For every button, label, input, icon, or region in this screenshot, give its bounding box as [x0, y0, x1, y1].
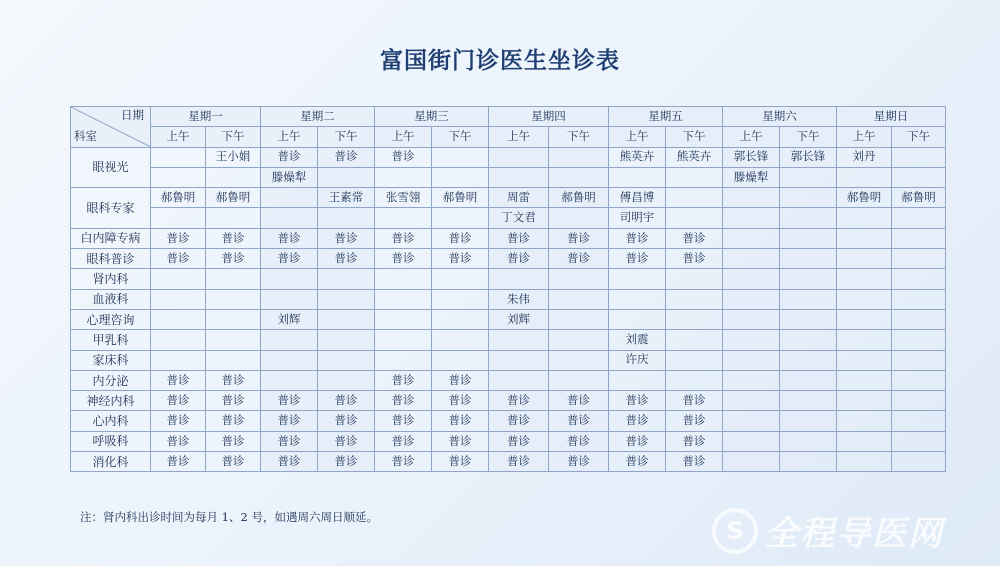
schedule-cell: 王素常: [318, 188, 375, 208]
table-row: [71, 208, 946, 228]
schedule-cell: [723, 269, 780, 289]
schedule-cell: 刘辉: [489, 309, 549, 329]
schedule-cell: [780, 391, 837, 411]
afternoon-header: 下午: [549, 127, 609, 147]
schedule-cell: [780, 452, 837, 472]
schedule-cell: [837, 309, 892, 329]
schedule-cell: 周雷: [489, 188, 549, 208]
table-row: [71, 431, 946, 451]
schedule-cell: 普诊: [206, 452, 261, 472]
schedule-cell: [666, 208, 723, 228]
schedule-cell: 普诊: [375, 391, 432, 411]
department-name: 白内障专病: [71, 228, 151, 248]
department-name: 心内科: [71, 411, 151, 431]
schedule-cell: [723, 391, 780, 411]
table-row: [71, 452, 946, 472]
schedule-cell: [549, 370, 609, 390]
schedule-cell: 普诊: [666, 228, 723, 248]
schedule-cell: [723, 249, 780, 269]
schedule-cell: 普诊: [151, 431, 206, 451]
schedule-cell: [432, 269, 489, 289]
schedule-cell: 郝鲁明: [432, 188, 489, 208]
schedule-cell: [837, 228, 892, 248]
schedule-cell: [432, 167, 489, 187]
schedule-cell: [318, 208, 375, 228]
schedule-cell: [780, 289, 837, 309]
schedule-cell: [432, 350, 489, 370]
schedule-cell: [837, 208, 892, 228]
table-row: [71, 330, 946, 350]
schedule-cell: 普诊: [318, 391, 375, 411]
schedule-cell: 普诊: [549, 411, 609, 431]
schedule-cell: [780, 208, 837, 228]
schedule-cell: [206, 330, 261, 350]
table-row: [71, 370, 946, 390]
schedule-cell: 普诊: [666, 249, 723, 269]
morning-header: 上午: [837, 127, 892, 147]
schedule-cell: [261, 269, 318, 289]
schedule-cell: [609, 289, 666, 309]
schedule-cell: 普诊: [489, 431, 549, 451]
schedule-cell: [723, 411, 780, 431]
schedule-cell: [549, 289, 609, 309]
schedule-cell: [837, 370, 892, 390]
day-header: 星期六: [723, 107, 837, 127]
schedule-cell: 普诊: [318, 147, 375, 167]
schedule-cell: [432, 208, 489, 228]
department-name: 神经内科: [71, 391, 151, 411]
schedule-cell: 普诊: [666, 391, 723, 411]
schedule-cell: [375, 350, 432, 370]
schedule-cell: 郝鲁明: [206, 188, 261, 208]
schedule-cell: [666, 188, 723, 208]
schedule-cell: 郝鲁明: [892, 188, 946, 208]
schedule-cell: [375, 330, 432, 350]
schedule-cell: [206, 269, 261, 289]
schedule-cell: 熊英卉: [609, 147, 666, 167]
schedule-cell: [375, 208, 432, 228]
schedule-cell: [318, 370, 375, 390]
morning-header: 上午: [489, 127, 549, 147]
schedule-cell: [151, 167, 206, 187]
schedule-cell: [892, 411, 946, 431]
afternoon-header: 下午: [206, 127, 261, 147]
schedule-cell: 普诊: [609, 411, 666, 431]
table-row: [71, 167, 946, 187]
schedule-cell: [432, 289, 489, 309]
schedule-cell: 郝鲁明: [151, 188, 206, 208]
schedule-cell: 熊英卉: [666, 147, 723, 167]
schedule-cell: 普诊: [375, 370, 432, 390]
schedule-cell: 普诊: [318, 249, 375, 269]
morning-header: 上午: [151, 127, 206, 147]
schedule-cell: 普诊: [318, 411, 375, 431]
day-header: 星期二: [261, 107, 375, 127]
schedule-cell: 普诊: [432, 228, 489, 248]
schedule-cell: [261, 208, 318, 228]
schedule-cell: 郭长锋: [723, 147, 780, 167]
morning-header: 上午: [261, 127, 318, 147]
schedule-cell: 普诊: [206, 411, 261, 431]
schedule-cell: [892, 269, 946, 289]
schedule-cell: [892, 330, 946, 350]
schedule-cell: [723, 452, 780, 472]
schedule-cell: [892, 391, 946, 411]
schedule-cell: [892, 431, 946, 451]
dept-axis-label: 科室: [74, 129, 97, 144]
schedule-cell: 傅昌博: [609, 188, 666, 208]
schedule-cell: [609, 370, 666, 390]
schedule-cell: 普诊: [206, 431, 261, 451]
department-name: 消化科: [71, 452, 151, 472]
schedule-cell: 丁文君: [489, 208, 549, 228]
schedule-cell: [151, 330, 206, 350]
schedule-cell: [780, 370, 837, 390]
watermark-text: 全程导医网: [764, 514, 944, 554]
schedule-cell: [261, 188, 318, 208]
schedule-cell: [837, 350, 892, 370]
schedule-cell: 滕燥犁: [261, 167, 318, 187]
schedule-cell: [892, 309, 946, 329]
schedule-cell: 普诊: [489, 452, 549, 472]
schedule-cell: [892, 147, 946, 167]
schedule-cell: [151, 269, 206, 289]
schedule-cell: 普诊: [151, 370, 206, 390]
schedule-cell: 普诊: [261, 431, 318, 451]
schedule-cell: 普诊: [151, 391, 206, 411]
schedule-cell: 普诊: [151, 452, 206, 472]
department-name: 眼科普诊: [71, 249, 151, 269]
schedule-cell: 普诊: [375, 147, 432, 167]
schedule-cell: 普诊: [375, 228, 432, 248]
schedule-cell: 普诊: [318, 452, 375, 472]
department-name: 眼科专家: [71, 188, 151, 229]
schedule-cell: [723, 350, 780, 370]
footnote: 注：肾内科出诊时间为每月 1、2 号，如遇周六周日顺延。: [80, 510, 378, 524]
morning-header: 上午: [723, 127, 780, 147]
schedule-cell: [261, 330, 318, 350]
schedule-cell: [206, 167, 261, 187]
schedule-cell: 普诊: [375, 249, 432, 269]
schedule-cell: [609, 269, 666, 289]
page-title: 富国街门诊医生坐诊表: [380, 48, 620, 74]
schedule-cell: [206, 350, 261, 370]
schedule-cell: 普诊: [261, 147, 318, 167]
schedule-cell: [206, 309, 261, 329]
schedule-cell: [892, 167, 946, 187]
schedule-cell: [151, 309, 206, 329]
department-name: 内分泌: [71, 370, 151, 390]
schedule-cell: [892, 289, 946, 309]
schedule-cell: 朱伟: [489, 289, 549, 309]
schedule-cell: [318, 330, 375, 350]
schedule-cell: [609, 309, 666, 329]
schedule-cell: [318, 309, 375, 329]
schedule-cell: 郝鲁明: [837, 188, 892, 208]
schedule-cell: 郭长锋: [780, 147, 837, 167]
schedule-cell: [206, 208, 261, 228]
schedule-cell: 司明宇: [609, 208, 666, 228]
schedule-cell: [432, 330, 489, 350]
schedule-cell: [375, 289, 432, 309]
department-name: 心理咨询: [71, 309, 151, 329]
schedule-cell: [489, 370, 549, 390]
table-row: [71, 289, 946, 309]
schedule-cell: [549, 269, 609, 289]
schedule-cell: [723, 330, 780, 350]
schedule-cell: 普诊: [549, 452, 609, 472]
afternoon-header: 下午: [666, 127, 723, 147]
schedule-cell: 刘丹: [837, 147, 892, 167]
schedule-cell: 许庆: [609, 350, 666, 370]
schedule-cell: 普诊: [206, 370, 261, 390]
schedule-cell: [318, 350, 375, 370]
schedule-cell: [723, 431, 780, 451]
watermark-logo-icon: S: [712, 508, 758, 554]
date-axis-label: 日期: [121, 108, 144, 122]
schedule-cell: [489, 167, 549, 187]
table-corner-header: [71, 107, 151, 148]
schedule-cell: [318, 289, 375, 309]
schedule-cell: [780, 167, 837, 187]
schedule-cell: [549, 309, 609, 329]
schedule-cell: [375, 269, 432, 289]
schedule-cell: 普诊: [666, 452, 723, 472]
schedule-cell: 普诊: [261, 411, 318, 431]
schedule-cell: 普诊: [549, 431, 609, 451]
schedule-cell: [837, 289, 892, 309]
schedule-cell: [549, 330, 609, 350]
schedule-cell: 普诊: [549, 228, 609, 248]
afternoon-header: 下午: [432, 127, 489, 147]
day-header: 星期四: [489, 107, 609, 127]
schedule-cell: [837, 431, 892, 451]
schedule-cell: [892, 208, 946, 228]
schedule-cell: 郝鲁明: [549, 188, 609, 208]
afternoon-header: 下午: [318, 127, 375, 147]
schedule-cell: [151, 208, 206, 228]
schedule-cell: 普诊: [432, 391, 489, 411]
schedule-cell: 普诊: [666, 431, 723, 451]
schedule-cell: 普诊: [375, 452, 432, 472]
schedule-cell: 普诊: [261, 391, 318, 411]
schedule-cell: [837, 330, 892, 350]
schedule-cell: 普诊: [261, 249, 318, 269]
table-row: [71, 309, 946, 329]
day-header: 星期三: [375, 107, 489, 127]
schedule-cell: [892, 452, 946, 472]
schedule-cell: [780, 249, 837, 269]
schedule-cell: [489, 330, 549, 350]
schedule-cell: [723, 188, 780, 208]
department-name: 眼视光: [71, 147, 151, 188]
schedule-cell: [375, 167, 432, 187]
schedule-cell: 普诊: [609, 431, 666, 451]
schedule-cell: [609, 167, 666, 187]
schedule-cell: 普诊: [432, 370, 489, 390]
schedule-cell: [549, 147, 609, 167]
schedule-cell: [666, 309, 723, 329]
morning-header: 上午: [375, 127, 432, 147]
schedule-cell: [780, 411, 837, 431]
schedule-cell: [549, 350, 609, 370]
schedule-cell: [432, 147, 489, 167]
schedule-cell: [723, 208, 780, 228]
schedule-cell: [375, 309, 432, 329]
schedule-cell: 张雪翎: [375, 188, 432, 208]
day-header: 星期日: [837, 107, 946, 127]
schedule-cell: 普诊: [489, 391, 549, 411]
table-row: [71, 269, 946, 289]
department-name: 呼吸科: [71, 431, 151, 451]
afternoon-header: 下午: [892, 127, 946, 147]
schedule-cell: [780, 350, 837, 370]
schedule-cell: [318, 269, 375, 289]
afternoon-header: 下午: [780, 127, 837, 147]
schedule-cell: [892, 249, 946, 269]
day-header: 星期五: [609, 107, 723, 127]
schedule-cell: 刘震: [609, 330, 666, 350]
schedule-cell: [666, 289, 723, 309]
schedule-cell: [723, 309, 780, 329]
table-row: [71, 188, 946, 208]
schedule-cell: [837, 167, 892, 187]
schedule-cell: [489, 350, 549, 370]
schedule-cell: 普诊: [432, 249, 489, 269]
schedule-cell: 普诊: [151, 228, 206, 248]
schedule-cell: [780, 431, 837, 451]
table-row: [71, 391, 946, 411]
schedule-cell: 普诊: [206, 228, 261, 248]
table-row: [71, 147, 946, 167]
schedule-cell: [837, 269, 892, 289]
schedule-table: [70, 106, 946, 472]
schedule-cell: [666, 370, 723, 390]
watermark: [712, 506, 944, 555]
schedule-cell: 普诊: [609, 452, 666, 472]
schedule-cell: 普诊: [549, 391, 609, 411]
schedule-cell: 王小娟: [206, 147, 261, 167]
schedule-cell: 普诊: [318, 228, 375, 248]
schedule-cell: 普诊: [151, 411, 206, 431]
schedule-cell: 普诊: [489, 228, 549, 248]
day-header: 星期一: [151, 107, 261, 127]
schedule-cell: [318, 167, 375, 187]
schedule-cell: [780, 228, 837, 248]
department-name: 肾内科: [71, 269, 151, 289]
morning-header: 上午: [609, 127, 666, 147]
schedule-cell: [892, 228, 946, 248]
schedule-cell: [261, 350, 318, 370]
schedule-cell: 普诊: [609, 249, 666, 269]
schedule-cell: 普诊: [261, 228, 318, 248]
schedule-cell: [151, 147, 206, 167]
table-row: [71, 350, 946, 370]
schedule-cell: [549, 167, 609, 187]
schedule-cell: [780, 188, 837, 208]
schedule-cell: 普诊: [375, 411, 432, 431]
schedule-cell: 普诊: [206, 391, 261, 411]
schedule-cell: [780, 330, 837, 350]
schedule-cell: [666, 350, 723, 370]
schedule-cell: [723, 370, 780, 390]
schedule-cell: 普诊: [432, 411, 489, 431]
schedule-cell: [837, 391, 892, 411]
schedule-cell: [432, 309, 489, 329]
department-name: 家床科: [71, 350, 151, 370]
schedule-cell: 普诊: [609, 228, 666, 248]
schedule-cell: [261, 370, 318, 390]
schedule-cell: [837, 249, 892, 269]
schedule-cell: 刘辉: [261, 309, 318, 329]
schedule-cell: [780, 309, 837, 329]
schedule-cell: [151, 289, 206, 309]
schedule-cell: 普诊: [206, 249, 261, 269]
schedule-cell: [261, 289, 318, 309]
schedule-cell: 普诊: [549, 249, 609, 269]
schedule-cell: 普诊: [432, 431, 489, 451]
schedule-cell: 普诊: [151, 249, 206, 269]
department-name: 甲乳科: [71, 330, 151, 350]
table-row: [71, 249, 946, 269]
schedule-cell: [666, 167, 723, 187]
schedule-cell: [892, 370, 946, 390]
schedule-cell: 普诊: [318, 431, 375, 451]
schedule-cell: [780, 269, 837, 289]
schedule-cell: [723, 289, 780, 309]
schedule-cell: [489, 269, 549, 289]
table-row: [71, 411, 946, 431]
schedule-cell: [666, 269, 723, 289]
schedule-cell: [206, 289, 261, 309]
table-row: [71, 228, 946, 248]
schedule-cell: [837, 411, 892, 431]
schedule-cell: 普诊: [489, 411, 549, 431]
schedule-cell: 普诊: [489, 249, 549, 269]
schedule-cell: 普诊: [432, 452, 489, 472]
schedule-cell: [892, 350, 946, 370]
schedule-cell: [549, 208, 609, 228]
schedule-cell: 普诊: [375, 431, 432, 451]
schedule-cell: [151, 350, 206, 370]
schedule-cell: [489, 147, 549, 167]
schedule-cell: 普诊: [261, 452, 318, 472]
schedule-cell: 普诊: [609, 391, 666, 411]
schedule-cell: [837, 452, 892, 472]
schedule-cell: 普诊: [666, 411, 723, 431]
schedule-cell: 滕燥犁: [723, 167, 780, 187]
schedule-cell: [666, 330, 723, 350]
department-name: 血液科: [71, 289, 151, 309]
schedule-cell: [723, 228, 780, 248]
